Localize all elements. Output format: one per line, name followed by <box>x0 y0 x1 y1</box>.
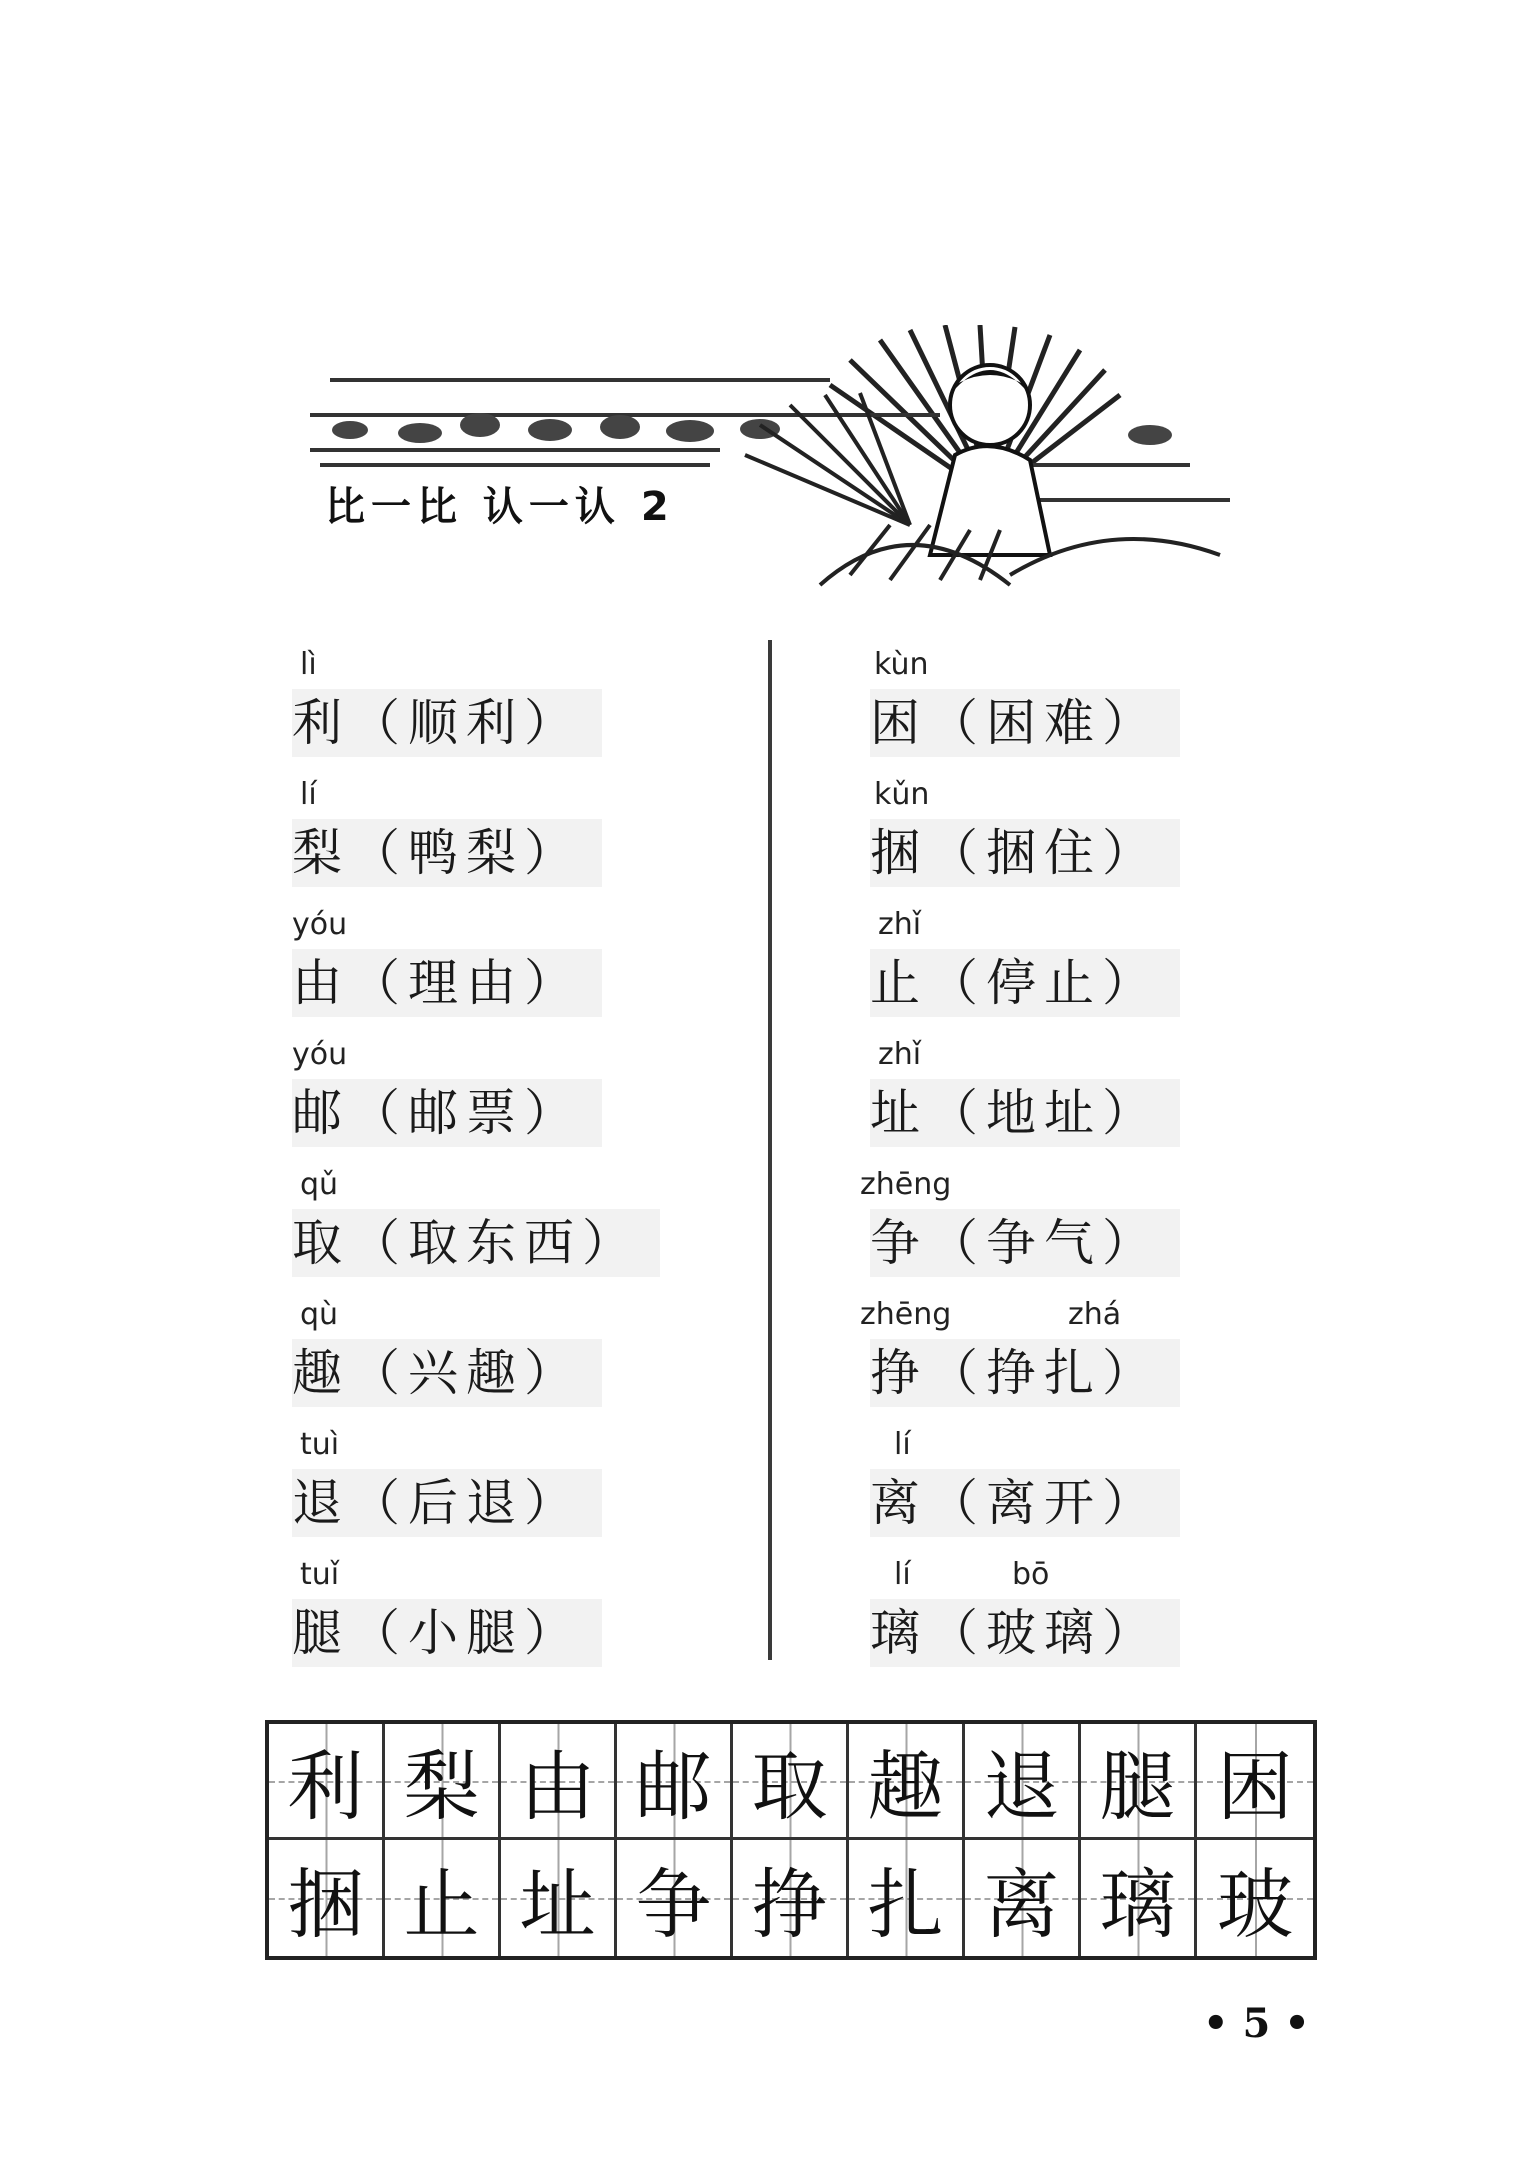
word-entry <box>870 689 1180 757</box>
example-word: （困难） <box>928 694 1160 752</box>
character: 利 <box>292 694 350 752</box>
pinyin-label: tuǐ <box>300 1557 340 1592</box>
grid-cell: 止 <box>385 1840 501 1956</box>
example-word: （玻璃） <box>928 1604 1160 1662</box>
pinyin-label: zhǐ <box>878 907 922 942</box>
example-word: （停止） <box>928 954 1160 1012</box>
character: 邮 <box>292 1084 350 1142</box>
pinyin-label: kùn <box>874 647 929 682</box>
pinyin-label: yóu <box>292 907 348 942</box>
word-entry <box>292 1469 602 1537</box>
grid-cell: 璃 <box>1081 1840 1197 1956</box>
example-word: （鸭梨） <box>350 824 582 882</box>
grid-cell: 挣 <box>733 1840 849 1956</box>
character: 址 <box>870 1084 928 1142</box>
pinyin-label: yóu <box>292 1037 348 1072</box>
word-entry <box>870 1209 1180 1277</box>
character: 挣 <box>870 1344 928 1402</box>
pinyin-label: zhǐ <box>878 1037 922 1072</box>
practice-grid <box>265 1720 1317 1960</box>
grid-cell: 址 <box>501 1840 617 1956</box>
pinyin-label: lí <box>894 1427 911 1462</box>
grid-cell: 玻 <box>1197 1840 1313 1956</box>
pinyin-label: lí <box>894 1557 911 1592</box>
pinyin-label-secondary: zhá <box>1068 1297 1122 1332</box>
grid-cell: 困 <box>1197 1724 1313 1840</box>
pinyin-label: kǔn <box>874 777 930 812</box>
character: 璃 <box>870 1604 928 1662</box>
word-entry <box>292 1599 602 1667</box>
character: 止 <box>870 954 928 1012</box>
character: 退 <box>292 1474 350 1532</box>
grid-cell: 扎 <box>849 1840 965 1956</box>
grid-cell: 捆 <box>269 1840 385 1956</box>
pinyin-label: lì <box>300 647 317 682</box>
pinyin-label: tuì <box>300 1427 340 1462</box>
character: 困 <box>870 694 928 752</box>
word-entry <box>292 819 602 887</box>
example-word: （理由） <box>350 954 582 1012</box>
section-title: 比一比 认一认 2 <box>325 484 675 530</box>
pinyin-label-secondary: bō <box>1012 1557 1050 1592</box>
header-banner <box>290 325 1235 590</box>
word-entry <box>292 1209 660 1277</box>
character: 梨 <box>292 824 350 882</box>
word-entry <box>870 819 1180 887</box>
character: 腿 <box>292 1604 350 1662</box>
grid-cell: 利 <box>269 1724 385 1840</box>
example-word: （争气） <box>928 1214 1160 1272</box>
example-word: （后退） <box>350 1474 582 1532</box>
example-word: （地址） <box>928 1084 1160 1142</box>
word-entry <box>292 949 602 1017</box>
grid-cell: 趣 <box>849 1724 965 1840</box>
grid-cell: 争 <box>617 1840 733 1956</box>
example-word: （取东西） <box>350 1214 640 1272</box>
character: 趣 <box>292 1344 350 1402</box>
character: 捆 <box>870 824 928 882</box>
character: 取 <box>292 1214 350 1272</box>
word-entry <box>870 1599 1180 1667</box>
grid-cell: 取 <box>733 1724 849 1840</box>
word-entry <box>292 1339 602 1407</box>
character: 由 <box>292 954 350 1012</box>
grid-cell: 由 <box>501 1724 617 1840</box>
example-word: （兴趣） <box>350 1344 582 1402</box>
page-number: • 5 • <box>1203 2000 1310 2047</box>
grid-cell: 腿 <box>1081 1724 1197 1840</box>
pinyin-label: zhēng <box>860 1297 952 1332</box>
character: 争 <box>870 1214 928 1272</box>
pinyin-label: qǔ <box>300 1167 339 1202</box>
pinyin-label: lí <box>300 777 317 812</box>
column-divider <box>768 640 772 1660</box>
example-word: （挣扎） <box>928 1344 1160 1402</box>
example-word: （小腿） <box>350 1604 582 1662</box>
example-word: （离开） <box>928 1474 1160 1532</box>
character: 离 <box>870 1474 928 1532</box>
example-word: （顺利） <box>350 694 582 752</box>
word-entry <box>292 689 602 757</box>
grid-cell: 离 <box>965 1840 1081 1956</box>
word-entry <box>870 1469 1180 1537</box>
pinyin-label: zhēng <box>860 1167 952 1202</box>
lotus-girl-illustration <box>290 325 1235 590</box>
word-entry <box>870 1079 1180 1147</box>
word-entry <box>870 1339 1180 1407</box>
grid-cell: 梨 <box>385 1724 501 1840</box>
grid-cell: 邮 <box>617 1724 733 1840</box>
word-entry <box>292 1079 602 1147</box>
pinyin-label: qù <box>300 1297 339 1332</box>
grid-cell: 退 <box>965 1724 1081 1840</box>
word-entry <box>870 949 1180 1017</box>
example-word: （捆住） <box>928 824 1160 882</box>
example-word: （邮票） <box>350 1084 582 1142</box>
